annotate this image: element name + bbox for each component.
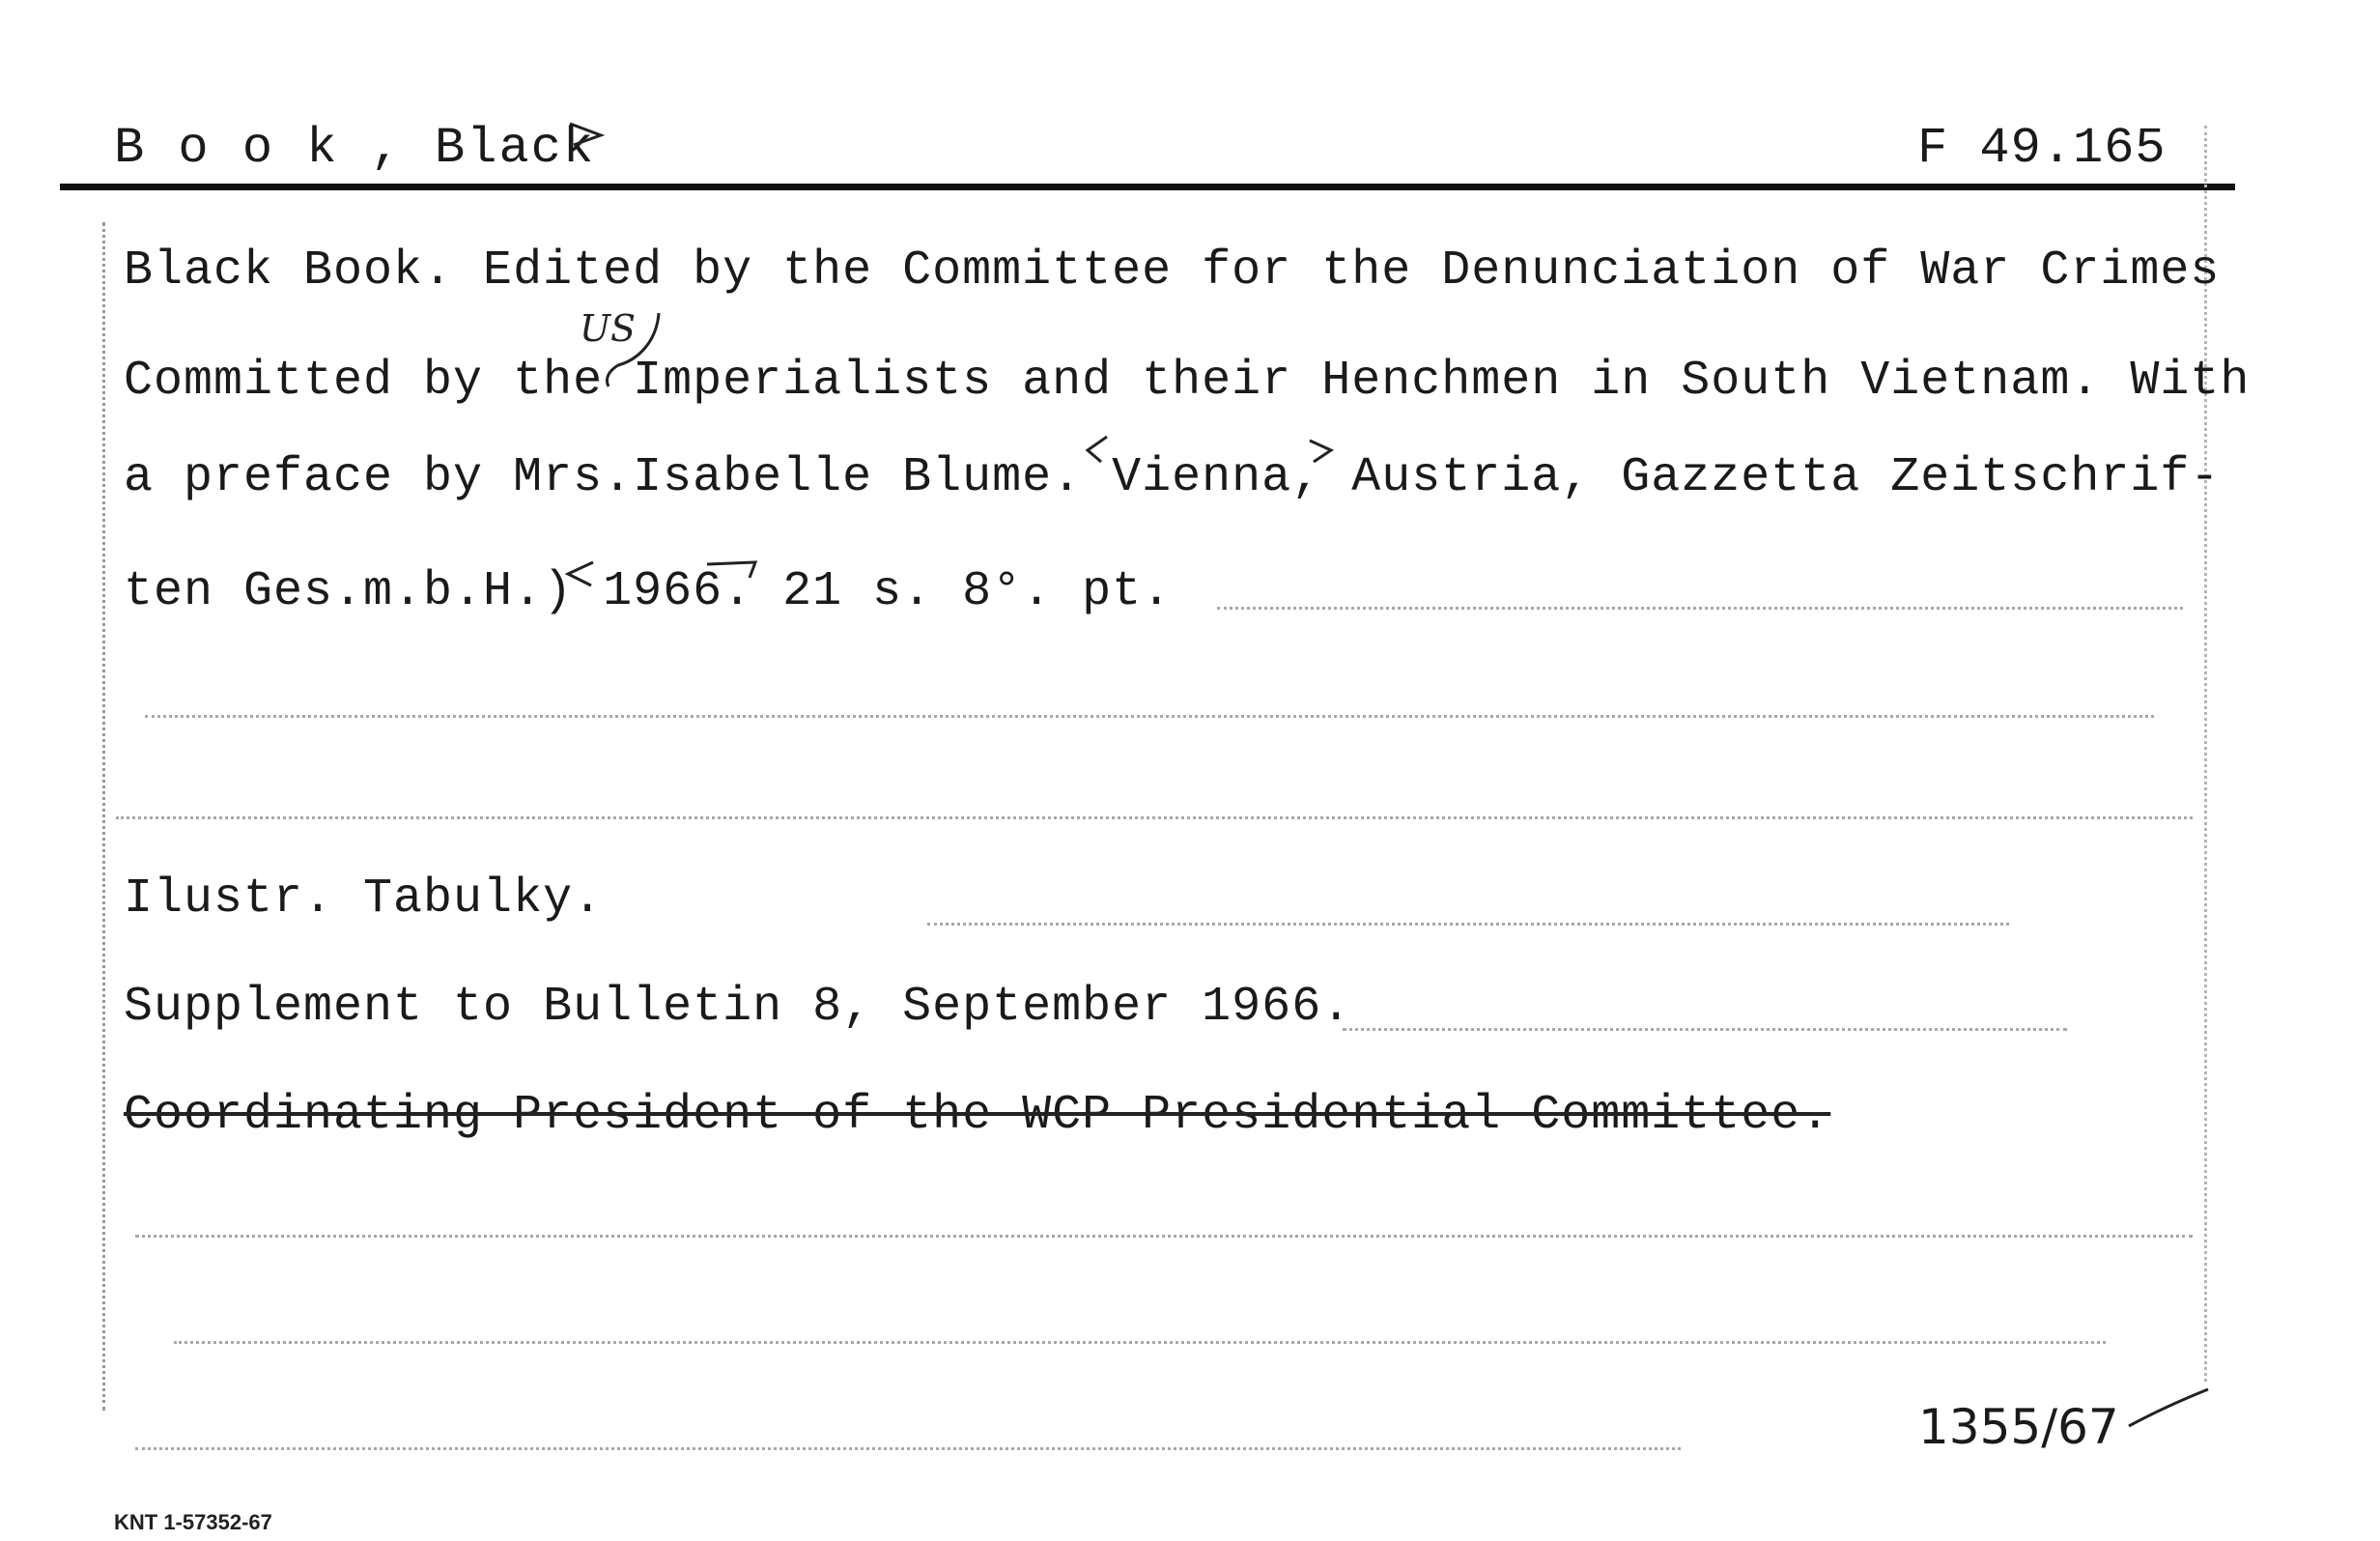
dotted-row [145,715,2154,718]
struck-out-line: Coordinating President of the WCP Presidential Committee. [124,1088,1831,1143]
dotted-row [1217,607,2183,610]
handwritten-bracket-open-2 [562,558,597,591]
dotted-row [174,1341,2106,1344]
handwritten-bracket-open [1082,433,1111,471]
handwritten-bracket-close [1306,433,1335,471]
dotted-row [1343,1028,2067,1031]
entry-line-3: a preface by Mrs.Isabelle Blume. Vienna, Austria, Gazzetta Zeitschrif- [124,450,2221,505]
illustrations-note: Ilustr. Tabulky. [124,871,604,927]
card-heading: B o o k , Black [114,120,596,177]
entry-line-1: Black Book. Edited by the Committee for the Denunciation of War Crimes [124,243,2221,299]
handwritten-bracket-close-2 [705,558,763,587]
dotted-row [135,1447,1681,1450]
entry-line-2: Committed by the Imperialists and their Henchmen in South Vietnam. With [124,354,2251,409]
accession-number: 1355/67 [1918,1399,2119,1455]
call-number: F 49.165 [1917,120,2167,177]
entry-line-4: ten Ges.m.b.H.) 1966. 21 s. 8°. pt. [124,564,1173,619]
dotted-row [135,1235,2193,1238]
dotted-row [116,816,2193,819]
footer-code: KNT 1-57352-67 [114,1510,272,1534]
supplement-note: Supplement to Bulletin 8, September 1966. [124,980,1352,1035]
right-margin-dots [2204,126,2207,1382]
left-margin-dots [102,222,105,1411]
header-rule [60,184,2235,190]
handwritten-check-mark [2125,1384,2212,1432]
handwritten-insert: US [580,307,637,350]
handwritten-caret-mark [568,120,607,149]
dotted-row [927,923,2009,926]
